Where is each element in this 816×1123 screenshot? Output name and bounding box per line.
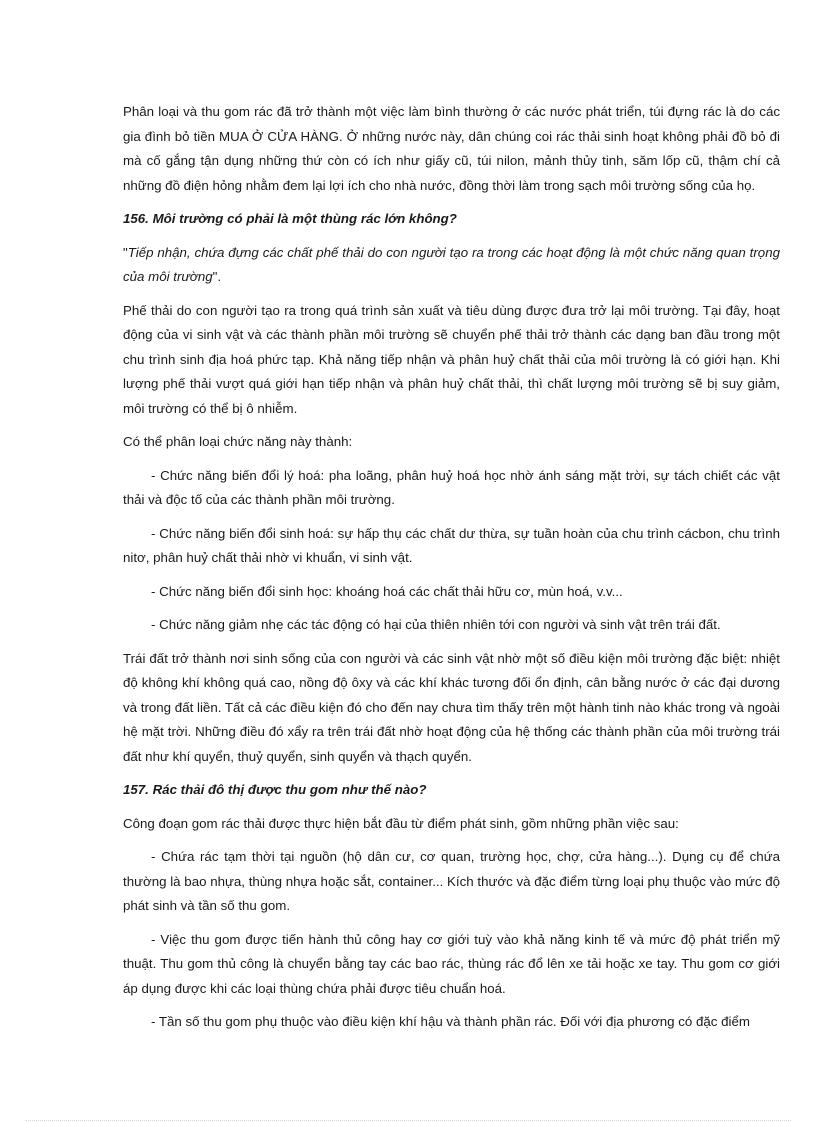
section-heading-157: 157. Rác thải đô thị được thu gom như thế nào?	[123, 782, 427, 797]
paragraph-collection-intro: Công đoạn gom rác thải được thực hiện bắt đầu từ điểm phát sinh, gồm những phần việc sau:	[123, 815, 679, 831]
list-item-mitigation: - Chức năng giảm nhẹ các tác động có hại của thiên nhiên tới con người và sinh vật trên trái đất.	[151, 617, 721, 632]
page-bottom-divider	[25, 1120, 791, 1121]
document-page	[123, 100, 780, 1035]
paragraph-waste-return: Phế thải do con người tạo ra trong quá trình sản xuất và tiêu dùng được đưa trở lại môi trường. Tại đây, hoạt động của vi sinh vật và các thành phần môi trường sẽ chuyển phế thải trở thành các dạng ban đầu trong một chu trình sinh địa hoá phức tạp. Khả năng tiếp nhận và phân huỷ chất thải của môi trường là có giới hạn. Khi lượng phế thải vượt quá giới hạn tiếp nhận và phân huỷ chất thải, thì chất lượng môi trường sẽ bị suy giảm, môi trường có thể bị ô nhiễm.	[123, 302, 780, 416]
quote-close-mark: ".	[212, 269, 222, 284]
paragraph-classification: Có thể phân loại chức năng này thành:	[123, 434, 353, 449]
quote-paragraph	[123, 241, 780, 290]
list-item-physicochemical: - Chức năng biến đổi lý hoá: pha loãng, phân huỷ hoá học nhờ ánh sáng mặt trời, sự tách chiết các vật thải và độc tố của các thành phần môi trường.	[123, 467, 780, 507]
list-item-collection-frequency: - Tần số thu gom phụ thuộc vào điều kiện khí hậu và thành phần rác. Đối với địa phương có đặc điểm	[151, 1014, 750, 1029]
quote-open-mark: "	[123, 244, 128, 260]
list-item-biochemical: - Chức năng biến đổi sinh hoá: sự hấp thụ các chất dư thừa, sự tuần hoàn của chu trình cácbon, chu trình nitơ, phân huỷ chất thải nhờ vi khuẩn, vi sinh vật.	[123, 525, 780, 565]
list-item-collection-method: - Việc thu gom được tiến hành thủ công hay cơ giới tuỳ vào khả năng kinh tế và mức độ phát triển mỹ thuật. Thu gom thủ công là chuyển bằng tay các bao rác, thùng rác đổ lên xe tải hoặc xe tay. Thu gom cơ giới áp dụng được khi các loại thùng chứa phải được tiêu chuẩn hoá.	[123, 931, 780, 996]
section-heading-156: 156. Môi trường có phải là một thùng rác lớn không?	[123, 211, 457, 226]
list-item-temporary-storage: - Chứa rác tạm thời tại nguồn (hộ dân cư, cơ quan, trường học, chợ, cửa hàng...). Dụng cụ để chứa thường là bao nhựa, thùng nhựa hoặc sắt, container... Kích thước và đặc điểm từng loại phụ thuộc vào mức độ phát sinh và tần số thu gom.	[123, 849, 780, 913]
quote-text: Tiếp nhận, chứa đựng các chất phế thải do con người tạo ra trong các hoạt động là một chức năng quan trọng của môi trường	[123, 244, 780, 284]
list-item-biological: - Chức năng biến đổi sinh học: khoáng hoá các chất thải hữu cơ, mùn hoá, v.v...	[151, 583, 623, 599]
paragraph-earth-conditions: Trái đất trở thành nơi sinh sống của con người và các sinh vật nhờ một số điều kiện môi trường đặc biệt: nhiệt độ không khí không quá cao, nồng độ ôxy và các khí khác tương đối ổn định, cân bằng nước ở các đại dương và trong đất liền. Tất cả các điều kiện đó cho đến nay chưa tìm thấy trên một hành tinh nào khác trong và ngoài hệ mặt trời. Những điều đó xẩy ra trên trái đất nhờ hoạt động của hệ thống các thành phần của môi trường trái đất như khí quyển, thuỷ quyển, sinh quyển và thạch quyển.	[123, 650, 780, 764]
paragraph-intro: Phân loại và thu gom rác đã trở thành một việc làm bình thường ở các nước phát triển, túi đựng rác là do các gia đình bỏ tiền MUA Ở CỬA HÀNG. Ở những nước này, dân chúng coi rác thải sinh hoạt không phải đồ bỏ đi mà cố gắng tận dụng những thứ còn có ích như giấy cũ, túi nilon, mảnh thủy tinh, săm lốp cũ, thậm chí cả những đồ điện hỏng nhằm đem lại lợi ích cho nhà nước, đồng thời làm trong sạch môi trường sống của họ.	[123, 104, 780, 193]
